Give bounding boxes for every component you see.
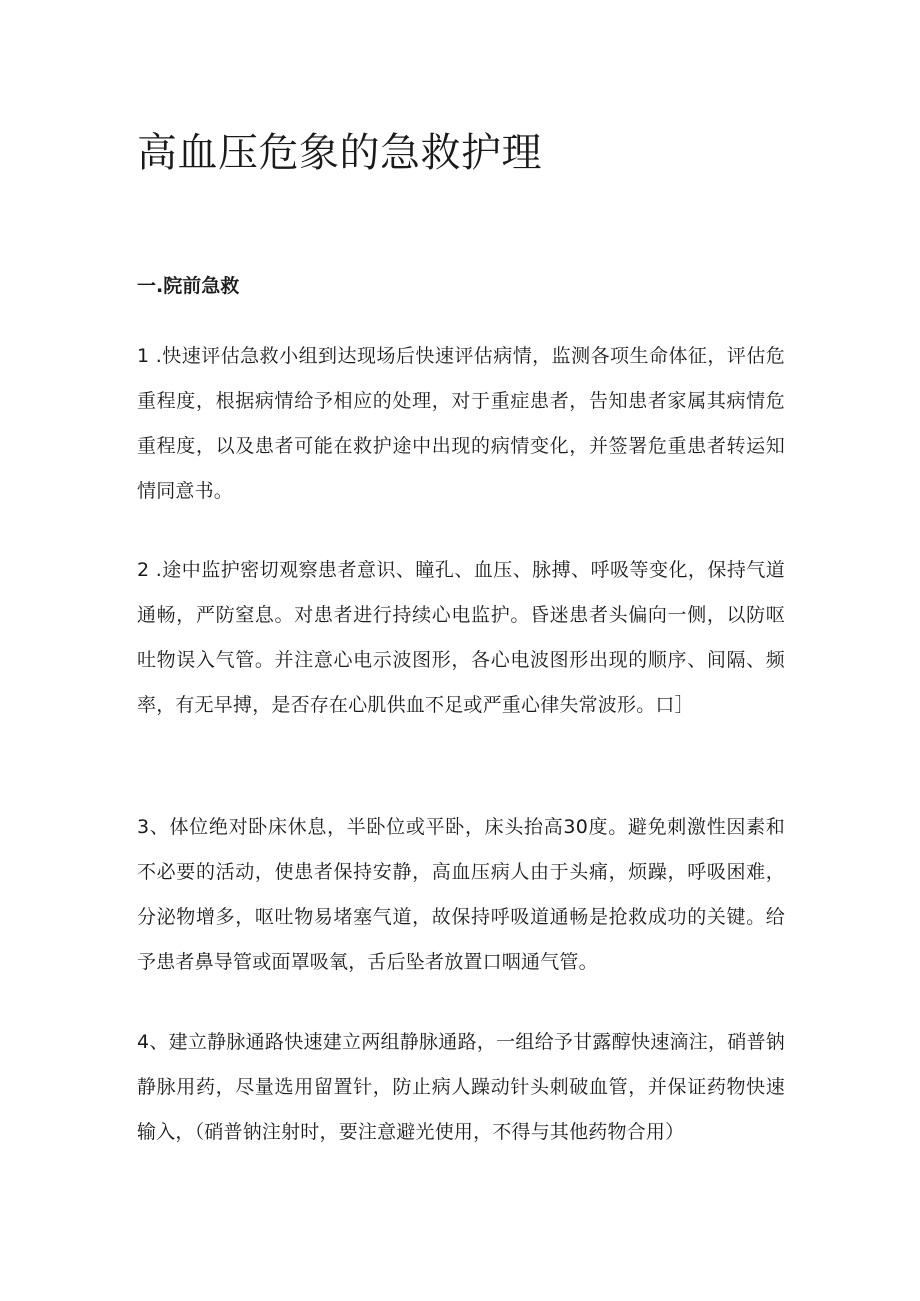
paragraph-transit-monitoring: 2 .途中监护密切观察患者意识、瞳孔、血压、脉搏、呼吸等变化，保持气道通畅，严防窒息。对患者进行持续心电监护。昏迷患者头偏向一侧，以防呕吐物误入气管。并注意心电示波图形，各心电波图形出现的顺序、间隔、频率，有无早搏，是否存在心肌供血不足或严重心律失常波形。口］: [137, 559, 785, 716]
paragraph-rapid-assessment: 1 .快速评估急救小组到达现场后快速评估病情，监测各项生命体征，评估危重程度，根据病情给予相应的处理，对于重症患者，告知患者家属其病情危重程度，以及患者可能在救护途中出现的病情变化，并签署危重患者转运知情同意书。: [137, 345, 785, 502]
paragraph-body-position: 3、体位绝对卧床休息，半卧位或平卧，床头抬高30度。避免刺激性因素和不必要的活动，使患者保持安静，高血压病人由于头痛，烦躁，呼吸困难，分泌物增多，呕吐物易堵塞气道，故保持呼吸道通畅是抢救成功的关键。给予患者鼻导管或面罩吸氧，舌后坠者放置口咽通气管。: [137, 816, 785, 973]
section-heading: 一.院前急救: [137, 275, 240, 297]
paragraph-venous-access: 4、建立静脉通路快速建立两组静脉通路，一组给予甘露醇快速滴注，硝普钠静脉用药，尽量选用留置针，防止病人躁动针头刺破血管，并保证药物快速输入，（硝普钠注射时，要注意避光使用，不得与其他药物合用）: [137, 1031, 785, 1143]
document-title: 高血压危象的急救护理: [137, 130, 542, 176]
